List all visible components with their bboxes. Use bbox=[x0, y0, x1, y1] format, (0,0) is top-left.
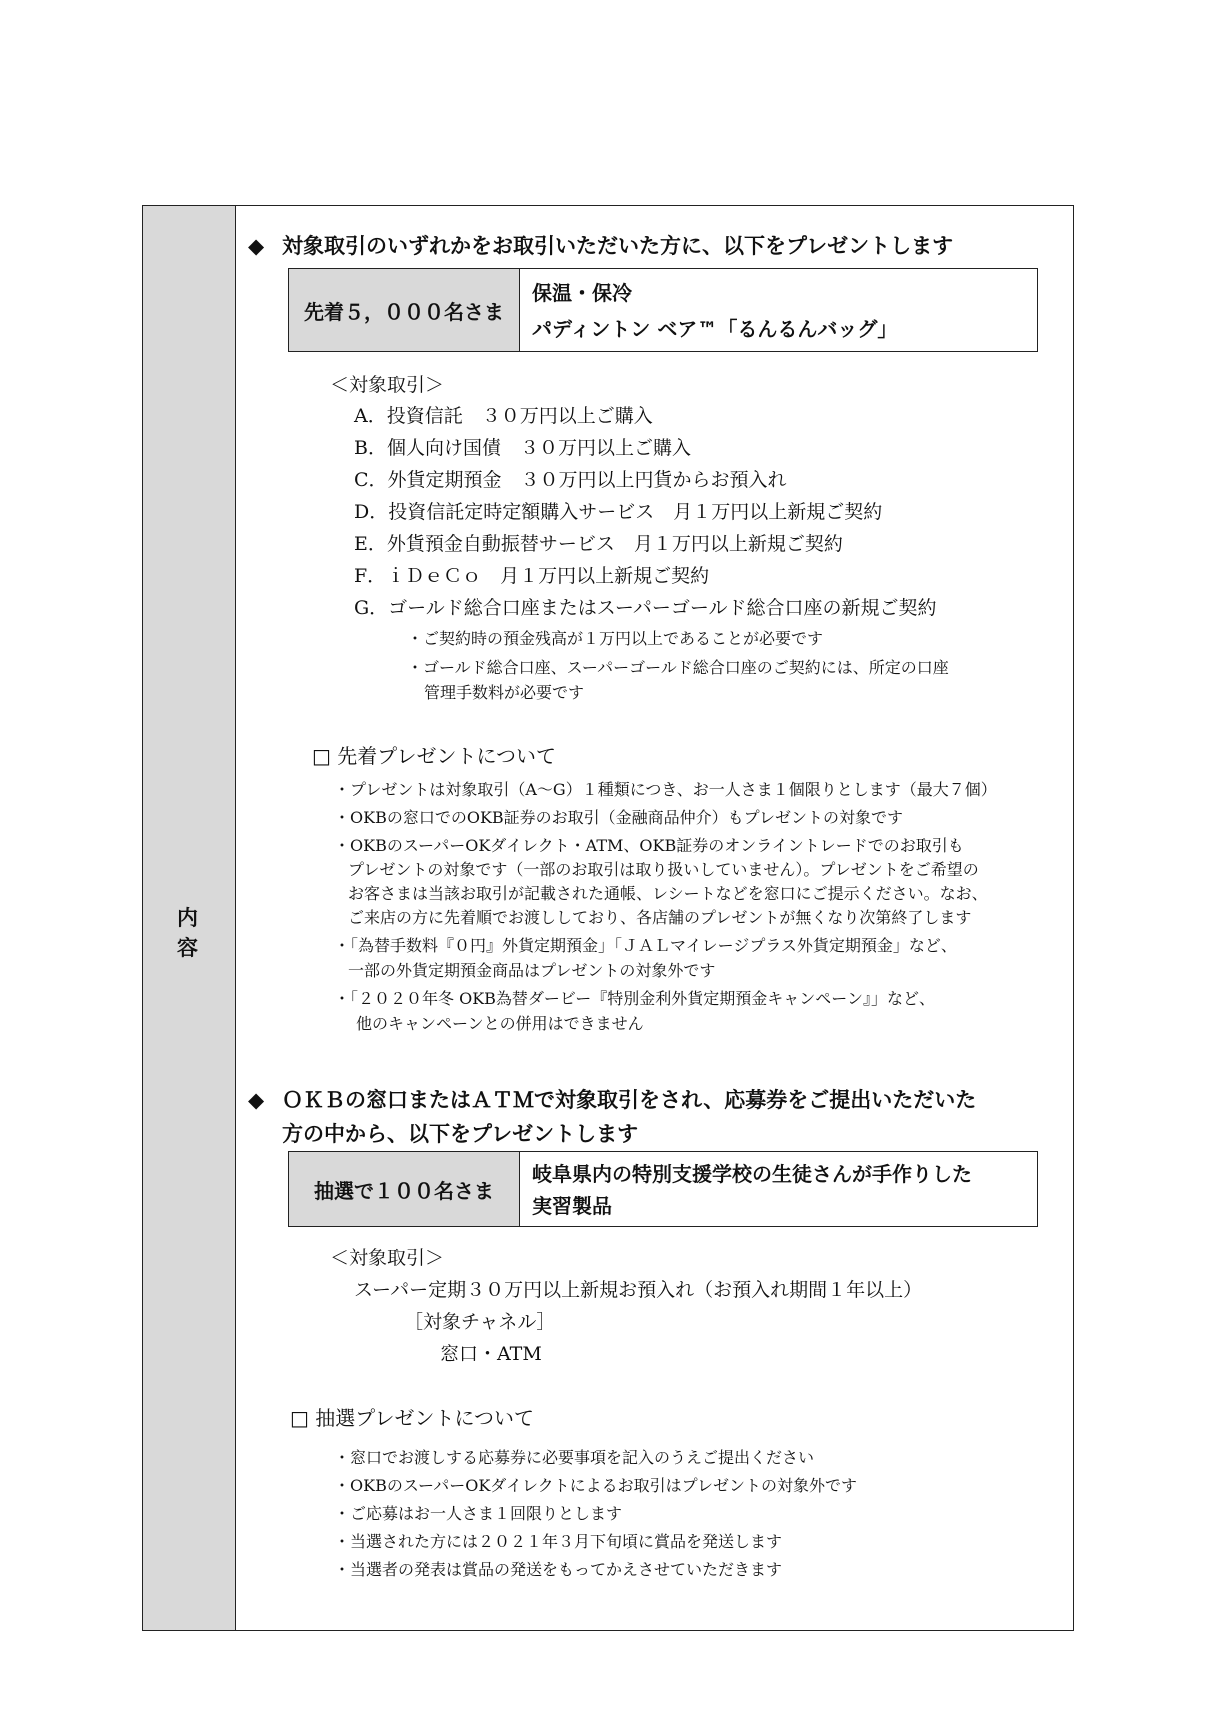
present-note-3: ・OKBのスーパーOKダイレクト・ATM、OKB証券のオンライントレードでのお取引も bbox=[334, 836, 964, 855]
section2-prize-rank: 抽選で１００名さま bbox=[289, 1152, 520, 1226]
section1-prize-item-line1: 保温・保冷 bbox=[532, 281, 632, 305]
section2-channel: 窓口・ATM bbox=[440, 1343, 542, 1365]
present-note-4: プレゼントの対象です（一部のお取引は取り扱いしていません）。プレゼントをご希望の bbox=[348, 860, 979, 879]
section2-prize-item bbox=[520, 1152, 984, 1226]
present-note-2: ・OKBの窓口でのOKB証券のお取引（金融商品仲介）もプレゼントの対象です bbox=[334, 808, 904, 827]
section2-prize-item-line2: 実習製品 bbox=[532, 1194, 612, 1218]
section2-prize-item-line1: 岐阜県内の特別支援学校の生徒さんが手作りした bbox=[532, 1162, 972, 1186]
target-f: F．ｉＤｅＣｏ 月１万円以上新規ご契約 bbox=[354, 565, 710, 587]
lottery-note-2: ・OKBのスーパーOKダイレクトによるお取引はプレゼントの対象外です bbox=[334, 1476, 858, 1495]
section1-heading: ◆ 対象取引のいずれかをお取引いただいた方に、以下をプレゼントします bbox=[248, 229, 1068, 263]
present-note-1: ・プレゼントは対象取引（A～G）１種類につき、お一人さま１個限りとします（最大７個） bbox=[334, 780, 997, 799]
section1-prize-box bbox=[288, 268, 1038, 352]
section1-prize-item bbox=[520, 269, 909, 351]
section2-heading-line2: 方の中から、以下をプレゼントします bbox=[282, 1122, 639, 1146]
present-note-5: お客さまは当該お取引が記載された通帳、レシートなどを窓口にご提示ください。なお、 bbox=[348, 884, 988, 903]
section2-heading bbox=[248, 1083, 1078, 1151]
present-note-9: ・「２０２０年冬 OKB為替ダービー『特別金利外貨定期預金キャンペーン』」など、 bbox=[334, 989, 935, 1008]
row-label-cell bbox=[143, 206, 247, 1630]
section1-prize-rank: 先着５，０００名さま bbox=[289, 269, 520, 351]
lottery-note-3: ・ご応募はお一人さま１回限りとします bbox=[334, 1504, 623, 1523]
section2-prize-box bbox=[288, 1151, 1038, 1227]
section2-target: スーパー定期３０万円以上新規お預入れ（お預入れ期間１年以上） bbox=[354, 1279, 923, 1301]
note-g-2: ・ゴールド総合口座、スーパーゴールド総合口座のご契約には、所定の口座 bbox=[407, 658, 949, 677]
lottery-note-4: ・当選された方には２０２１年３月下旬頃に賞品を発送します bbox=[334, 1532, 783, 1551]
note-g-1: ・ご契約時の預金残高が１万円以上であることが必要です bbox=[407, 629, 824, 648]
target-e: E．外貨預金自動振替サービス 月１万円以上新規ご契約 bbox=[354, 533, 843, 555]
target-d: D．投資信託定時定額購入サービス 月１万円以上新規ご契約 bbox=[354, 501, 883, 523]
present-note-8: 一部の外貨定期預金商品はプレゼントの対象外です bbox=[348, 961, 716, 980]
present-note-7: ・「為替手数料『０円』外貨定期預金」「ＪＡＬマイレージプラス外貨定期預金」など、 bbox=[334, 936, 957, 955]
row-label: 内 容 bbox=[177, 906, 247, 960]
section2-target-title: ＜対象取引＞ bbox=[330, 1247, 445, 1269]
note-g-3: 管理手数料が必要です bbox=[424, 683, 585, 702]
lottery-note-5: ・当選者の発表は賞品の発送をもってかえさせていただきます bbox=[334, 1560, 783, 1579]
target-a: A．投資信託 ３０万円以上ご購入 bbox=[354, 405, 653, 427]
lottery-note-1: ・窓口でお渡しする応募券に必要事項を記入のうえご提出ください bbox=[334, 1448, 815, 1467]
target-c: C．外貨定期預金 ３０万円以上円貨からお預入れ bbox=[354, 469, 787, 491]
present-note-6: ご来店の方に先着順でお渡ししており、各店舗のプレゼントが無くなり次第終了します bbox=[348, 908, 972, 927]
diamond-icon: ◆ bbox=[248, 234, 265, 258]
section1-present-title: □ 先着プレゼントについて bbox=[312, 744, 557, 768]
section1-target-title: ＜対象取引＞ bbox=[330, 374, 445, 396]
present-note-10: 他のキャンペーンとの併用はできません bbox=[356, 1014, 644, 1033]
section2-present-title: □ 抽選プレゼントについて bbox=[290, 1406, 535, 1430]
section2-channel-title: ［対象チャネル］ bbox=[404, 1311, 556, 1333]
section1-prize-item-line2: パディントン ベア™「るんるんバッグ」 bbox=[532, 317, 898, 341]
target-g: G．ゴールド総合口座またはスーパーゴールド総合口座の新規ご契約 bbox=[354, 597, 937, 619]
section2-heading-line1: ＯＫＢの窓口またはＡＴＭで対象取引をされ、応募券をご提出いただいた bbox=[282, 1088, 977, 1112]
target-b: B．個人向け国債 ３０万円以上ご購入 bbox=[354, 437, 691, 459]
diamond-icon: ◆ bbox=[248, 1088, 265, 1112]
